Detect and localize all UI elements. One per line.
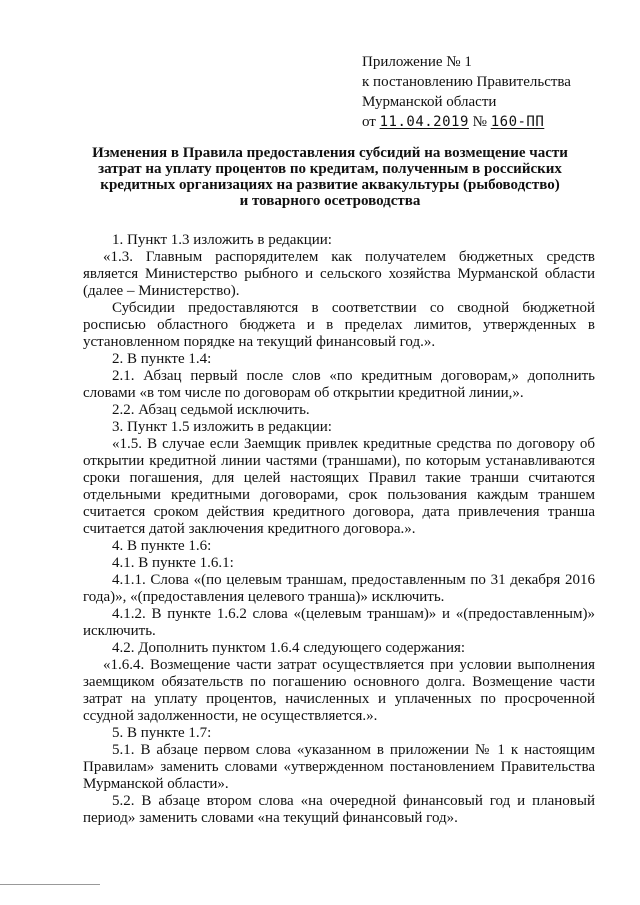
- appendix-region: Мурманской области: [362, 94, 497, 110]
- paragraph-12: 4.1.2. В пункте 1.6.2 слова «(целевым траншам)» и «(предоставленным)» исключить.: [83, 606, 595, 639]
- scan-edge-line: [0, 884, 100, 885]
- paragraph-11: 4.1.1. Слова «(по целевым траншам, предоставленным по 31 декабря 2016 года)», «(предоставления целевого транша)» исключить.: [83, 572, 595, 605]
- document-title: [60, 145, 600, 209]
- paragraph-7: 3. Пункт 1.5 изложить в редакции:: [112, 419, 332, 435]
- paragraph-5: 2.1. Абзац первый после слов «по кредитным договорам,» дополнить словами «в том числе по договорам об открытии кредитной линии,».: [83, 368, 595, 401]
- number-sign: №: [472, 114, 487, 130]
- decree-date: 11.04.2019: [379, 114, 469, 130]
- paragraph-9: 4. В пункте 1.6:: [112, 538, 212, 554]
- paragraph-16: 5.1. В абзаце первом слова «указанном в приложении № 1 к настоящим Правилам» заменить словами «утвержденном постановлением Правительства Мурманской области».: [83, 742, 595, 792]
- date-prefix: от: [362, 114, 376, 130]
- paragraph-15: 5. В пункте 1.7:: [112, 725, 212, 741]
- paragraph-17: 5.2. В абзаце втором слова «на очередной финансовый год и плановый период» заменить словами «на текущий финансовый год».: [83, 793, 595, 826]
- decree-number: 160-ПП: [490, 114, 545, 130]
- appendix-number: Приложение № 1: [362, 54, 472, 70]
- paragraph-1: 1. Пункт 1.3 изложить в редакции:: [112, 232, 332, 248]
- paragraph-13: 4.2. Дополнить пунктом 1.6.4 следующего содержания:: [112, 640, 466, 656]
- title-line-3: кредитных организациях на развитие аквакультуры (рыбоводство): [100, 177, 560, 193]
- title-line-1: Изменения в Правила предоставления субсидий на возмещение части: [92, 145, 568, 161]
- paragraph-2: «1.3. Главным распорядителем как получателем бюджетных средств является Министерство рыбного и сельского хозяйства Мурманской области (далее – Министерство).: [83, 249, 595, 299]
- title-line-2: затрат на уплату процентов по кредитам, полученным в российских: [98, 161, 562, 177]
- appendix-date-line: [362, 112, 622, 132]
- appendix-block: [362, 52, 622, 132]
- paragraph-4: 2. В пункте 1.4:: [112, 351, 212, 367]
- paragraph-3: Субсидии предоставляются в соответствии со сводной бюджетной росписью областного бюджета и в пределах лимитов, утвержденных в установленном порядке на текущий финансовый год.».: [83, 300, 595, 350]
- document-body: [83, 232, 595, 827]
- paragraph-8: «1.5. В случае если Заемщик привлек кредитные средства по договору об открытии кредитной линии частями (траншами), по которым устанавливаются сроки погашения, для целей настоящих Правил такие транши считаются отдельными кредитными договорами, срок пользования каждым траншем считается сроком действия кредитного договора, дата привлечения транша считается датой заключения кредитного договора.».: [83, 436, 595, 537]
- title-line-4: и товарного осетроводства: [239, 193, 421, 209]
- paragraph-10: 4.1. В пункте 1.6.1:: [112, 555, 234, 571]
- appendix-decree-ref: к постановлению Правительства: [362, 74, 571, 90]
- paragraph-14: «1.6.4. Возмещение части затрат осуществляется при условии выполнения заемщиком обязательств по погашению основного долга. Возмещение части затрат на уплату процентов, начисленных и уплаченных по просроченной ссудной задолженности, не осуществляется.».: [83, 657, 595, 724]
- paragraph-6: 2.2. Абзац седьмой исключить.: [112, 402, 310, 418]
